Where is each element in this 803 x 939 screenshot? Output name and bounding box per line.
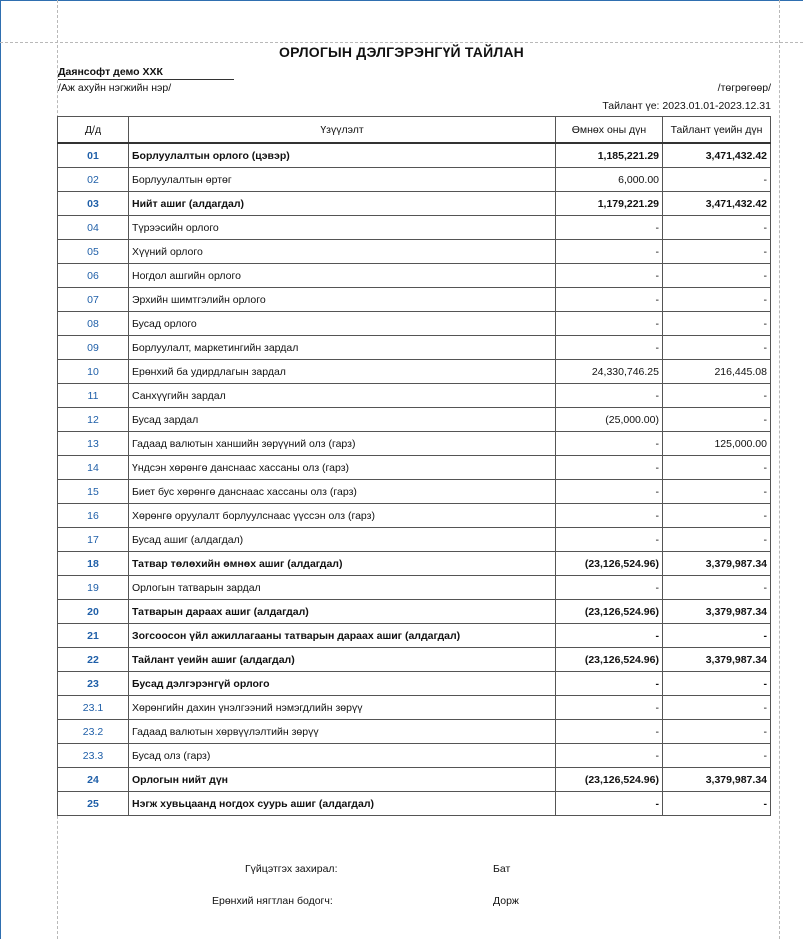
- page-margin-right: [779, 0, 780, 939]
- row-previous-year-value: -: [556, 288, 663, 312]
- row-number: 14: [58, 456, 129, 480]
- col-header-number: Д/д: [58, 117, 129, 144]
- currency-label: /төгрөгөөр/: [717, 82, 771, 94]
- row-previous-year-value: -: [556, 696, 663, 720]
- table-row: [58, 600, 771, 624]
- row-current-period-value: -: [663, 624, 771, 648]
- row-indicator: Гадаад валютын ханшийн зөрүүний олз (гарз): [129, 432, 556, 456]
- row-previous-year-value: (23,126,524.96): [556, 648, 663, 672]
- table-row: [58, 288, 771, 312]
- row-current-period-value: 3,471,432.42: [663, 143, 771, 168]
- row-number: 23.2: [58, 720, 129, 744]
- row-indicator: Хүүний орлого: [129, 240, 556, 264]
- row-current-period-value: 3,471,432.42: [663, 192, 771, 216]
- row-current-period-value: -: [663, 312, 771, 336]
- row-number: 23: [58, 672, 129, 696]
- row-number: 12: [58, 408, 129, 432]
- table-row: [58, 264, 771, 288]
- table-row: [58, 528, 771, 552]
- row-previous-year-value: -: [556, 312, 663, 336]
- col-header-indicator: Үзүүлэлт: [129, 117, 556, 144]
- row-indicator: Бусад зардал: [129, 408, 556, 432]
- row-current-period-value: -: [663, 696, 771, 720]
- row-current-period-value: -: [663, 384, 771, 408]
- row-number: 01: [58, 143, 129, 168]
- row-previous-year-value: -: [556, 336, 663, 360]
- report-period: Тайлант үе: 2023.01.01-2023.12.31: [602, 100, 771, 112]
- row-current-period-value: -: [663, 168, 771, 192]
- row-number: 04: [58, 216, 129, 240]
- row-previous-year-value: -: [556, 432, 663, 456]
- row-current-period-value: 3,379,987.34: [663, 648, 771, 672]
- row-current-period-value: -: [663, 336, 771, 360]
- row-previous-year-value: -: [556, 576, 663, 600]
- row-previous-year-value: -: [556, 384, 663, 408]
- row-number: 09: [58, 336, 129, 360]
- row-indicator: Борлуулалтын өртөг: [129, 168, 556, 192]
- row-previous-year-value: (25,000.00): [556, 408, 663, 432]
- row-number: 10: [58, 360, 129, 384]
- table-row: [58, 696, 771, 720]
- row-indicator: Ерөнхий ба удирдлагын зардал: [129, 360, 556, 384]
- row-indicator: Биет бус хөрөнгө данснаас хассаны олз (гарз): [129, 480, 556, 504]
- row-previous-year-value: -: [556, 528, 663, 552]
- row-number: 08: [58, 312, 129, 336]
- row-current-period-value: -: [663, 576, 771, 600]
- window-frame-left: [0, 0, 1, 939]
- row-current-period-value: -: [663, 456, 771, 480]
- row-previous-year-value: -: [556, 480, 663, 504]
- table-row: [58, 384, 771, 408]
- row-previous-year-value: -: [556, 744, 663, 768]
- row-current-period-value: -: [663, 288, 771, 312]
- row-indicator: Үндсэн хөрөнгө данснаас хассаны олз (гарз): [129, 456, 556, 480]
- row-indicator: Гадаад валютын хөрвүүлэлтийн зөрүү: [129, 720, 556, 744]
- row-indicator: Хөрөнгө оруулалт борлуулснаас үүссэн олз (гарз): [129, 504, 556, 528]
- row-current-period-value: -: [663, 792, 771, 816]
- row-indicator: Тайлант үеийн ашиг (алдагдал): [129, 648, 556, 672]
- table-row: [58, 672, 771, 696]
- row-indicator: Хөрөнгийн дахин үнэлгээний нэмэгдлийн зөрүү: [129, 696, 556, 720]
- row-previous-year-value: -: [556, 240, 663, 264]
- page-margin-top: [0, 42, 803, 43]
- company-name: Даянсофт демо ХХК: [58, 66, 234, 80]
- table-row: [58, 744, 771, 768]
- row-indicator: Эрхийн шимтгэлийн орлого: [129, 288, 556, 312]
- table-row: [58, 792, 771, 816]
- window-frame-top: [0, 0, 803, 1]
- row-current-period-value: 125,000.00: [663, 432, 771, 456]
- row-indicator: Борлуулалт, маркетингийн зардал: [129, 336, 556, 360]
- row-previous-year-value: 24,330,746.25: [556, 360, 663, 384]
- row-current-period-value: -: [663, 672, 771, 696]
- row-previous-year-value: 1,179,221.29: [556, 192, 663, 216]
- row-current-period-value: 3,379,987.34: [663, 768, 771, 792]
- company-label: /Аж ахуйн нэгжийн нэр/: [58, 82, 172, 94]
- row-indicator: Санхүүгийн зардал: [129, 384, 556, 408]
- row-current-period-value: 3,379,987.34: [663, 552, 771, 576]
- row-current-period-value: -: [663, 480, 771, 504]
- row-current-period-value: 216,445.08: [663, 360, 771, 384]
- table-row: [58, 480, 771, 504]
- row-number: 24: [58, 768, 129, 792]
- row-previous-year-value: (23,126,524.96): [556, 552, 663, 576]
- table-row: [58, 768, 771, 792]
- row-previous-year-value: -: [556, 720, 663, 744]
- table-row: [58, 360, 771, 384]
- row-indicator: Зогсоосон үйл ажиллагааны татварын дараах ашиг (алдагдал): [129, 624, 556, 648]
- row-number: 05: [58, 240, 129, 264]
- row-number: 02: [58, 168, 129, 192]
- table-row: [58, 576, 771, 600]
- row-previous-year-value: 6,000.00: [556, 168, 663, 192]
- row-indicator: Татвар төлөхийн өмнөх ашиг (алдагдал): [129, 552, 556, 576]
- signature-role-director: Гүйцэтгэх захирал:: [245, 863, 338, 875]
- row-current-period-value: -: [663, 264, 771, 288]
- row-previous-year-value: -: [556, 264, 663, 288]
- signature-name-director: Бат: [493, 863, 511, 875]
- row-indicator: Татварын дараах ашиг (алдагдал): [129, 600, 556, 624]
- row-number: 07: [58, 288, 129, 312]
- row-current-period-value: -: [663, 408, 771, 432]
- table-row: [58, 624, 771, 648]
- row-previous-year-value: -: [556, 672, 663, 696]
- row-current-period-value: 3,379,987.34: [663, 600, 771, 624]
- table-row: [58, 143, 771, 168]
- row-current-period-value: -: [663, 504, 771, 528]
- table-row: [58, 504, 771, 528]
- table-row: [58, 552, 771, 576]
- table-row: [58, 192, 771, 216]
- row-indicator: Бусад орлого: [129, 312, 556, 336]
- table-row: [58, 216, 771, 240]
- row-indicator: Түрээсийн орлого: [129, 216, 556, 240]
- row-number: 18: [58, 552, 129, 576]
- row-number: 17: [58, 528, 129, 552]
- row-number: 23.1: [58, 696, 129, 720]
- row-previous-year-value: -: [556, 456, 663, 480]
- row-previous-year-value: 1,185,221.29: [556, 143, 663, 168]
- col-header-previous-year: Өмнөх оны дүн: [556, 117, 663, 144]
- table-row: [58, 408, 771, 432]
- row-indicator: Бусад дэлгэрэнгүй орлого: [129, 672, 556, 696]
- row-previous-year-value: (23,126,524.96): [556, 600, 663, 624]
- row-number: 25: [58, 792, 129, 816]
- table-row: [58, 336, 771, 360]
- row-previous-year-value: -: [556, 504, 663, 528]
- row-previous-year-value: (23,126,524.96): [556, 768, 663, 792]
- table-row: [58, 720, 771, 744]
- row-indicator: Ногдол ашгийн орлого: [129, 264, 556, 288]
- row-current-period-value: -: [663, 720, 771, 744]
- table-row: [58, 648, 771, 672]
- row-number: 16: [58, 504, 129, 528]
- row-number: 19: [58, 576, 129, 600]
- row-indicator: Бусад олз (гарз): [129, 744, 556, 768]
- row-number: 23.3: [58, 744, 129, 768]
- row-current-period-value: -: [663, 240, 771, 264]
- row-previous-year-value: -: [556, 624, 663, 648]
- row-current-period-value: -: [663, 744, 771, 768]
- table-header-row: [58, 117, 771, 144]
- row-indicator: Нийт ашиг (алдагдал): [129, 192, 556, 216]
- col-header-current-period: Тайлант үеийн дүн: [663, 117, 771, 144]
- report-title: ОРЛОГЫН ДЭЛГЭРЭНГҮЙ ТАЙЛАН: [279, 44, 524, 60]
- row-indicator: Орлогын татварын зардал: [129, 576, 556, 600]
- row-indicator: Орлогын нийт дүн: [129, 768, 556, 792]
- signature-role-accountant: Ерөнхий нягтлан бодогч:: [212, 895, 333, 907]
- row-indicator: Нэгж хувьцаанд ногдох суурь ашиг (алдагдал): [129, 792, 556, 816]
- row-number: 20: [58, 600, 129, 624]
- table-row: [58, 456, 771, 480]
- row-number: 22: [58, 648, 129, 672]
- row-number: 11: [58, 384, 129, 408]
- row-previous-year-value: -: [556, 792, 663, 816]
- row-number: 13: [58, 432, 129, 456]
- table-row: [58, 312, 771, 336]
- row-indicator: Бусад ашиг (алдагдал): [129, 528, 556, 552]
- income-statement-table: [57, 116, 771, 816]
- row-current-period-value: -: [663, 528, 771, 552]
- table-row: [58, 168, 771, 192]
- table-row: [58, 240, 771, 264]
- row-indicator: Борлуулалтын орлого (цэвэр): [129, 143, 556, 168]
- signature-name-accountant: Дорж: [493, 895, 519, 907]
- table-row: [58, 432, 771, 456]
- row-number: 03: [58, 192, 129, 216]
- row-number: 15: [58, 480, 129, 504]
- row-previous-year-value: -: [556, 216, 663, 240]
- row-number: 21: [58, 624, 129, 648]
- row-number: 06: [58, 264, 129, 288]
- row-current-period-value: -: [663, 216, 771, 240]
